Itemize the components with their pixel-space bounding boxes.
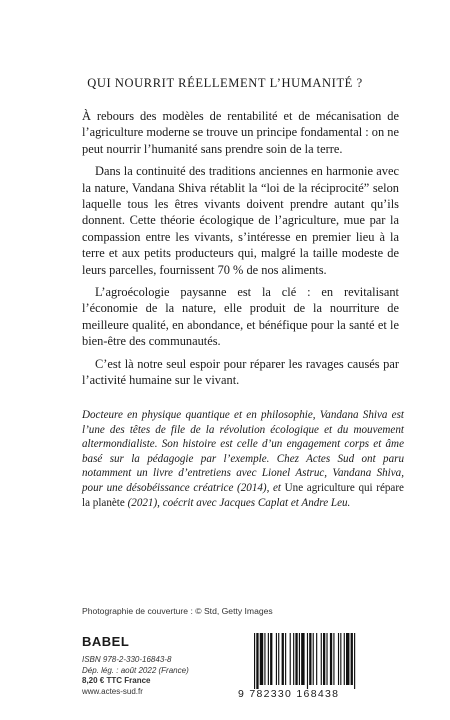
- paragraph: Dans la continuité des traditions anciennes en harmonie avec la nature, Vandana Shiva rétablit la “loi de la réciprocité” selon laquelle tous les êtres vivants doivent prendre autant qu’ils donnent. Cette théorie écologique de l’agriculture, mue par la compassion entre les vivants, s’intéresse en premier lieu à la terre et aux petits producteurs qui, malgré la taille modeste de leurs parcelles, fournissent 70 % de nos aliments.: [82, 164, 399, 277]
- paragraph: C’est là notre seul espoir pour réparer les ravages causés par l’activité humaine sur le vivant.: [82, 356, 399, 388]
- barcode-bar: [351, 633, 353, 685]
- bio-text: (2014), et: [233, 481, 285, 494]
- isbn: ISBN 978-2-330-16843-8: [82, 655, 172, 664]
- barcode-bar: [344, 633, 345, 685]
- barcode-bar: [282, 633, 284, 685]
- price: 8,20 € TTC France: [82, 676, 151, 686]
- paragraph: À rebours des modèles de rentabilité et de mécanisation de l’agriculture moderne se trouve un principe fondamental : on ne peut nourrir l’humanité sans prendre soin de la terre.: [82, 109, 399, 156]
- barcode-bar: [278, 633, 279, 685]
- barcode-bar: [340, 633, 341, 685]
- barcode-bar: [354, 633, 355, 689]
- barcode-bar: [276, 633, 277, 685]
- barcode-bar: [268, 633, 269, 685]
- barcode-bar: [285, 633, 286, 685]
- back-cover-text: [82, 108, 399, 395]
- paragraph: L’agroécologie paysanne est la clé : en revitalisant l’économie de la nature, elle produit de la nourriture de meilleure qualité, en abondance, et bénéfique pour la santé et le bien-être des communautés.: [82, 285, 399, 349]
- publisher-name: BABEL: [82, 634, 130, 649]
- bio-book-title: Une agriculture qui répare la planète: [82, 481, 404, 509]
- barcode-number: 9 782330 168438: [238, 688, 340, 700]
- bio-text: (2021), coécrit avec Jacques Caplat et Andre Leu.: [124, 496, 351, 509]
- bio-text: Docteure en physique quantique et en philosophie, Vandana Shiva est l’une des têtes de file de la révolution écologique et du mouvement altermondialiste. Son histoire est celle d’un engagement corps et âme basé sur la pédagogie par l’exemple. Chez Actes Sud ont paru notamment un livre d’entretiens avec Lionel Astruc, Vandana Shiva, pour une désobéissance créatrice: [82, 409, 404, 494]
- barcode-bar: [346, 633, 349, 685]
- barcode-bar: [323, 633, 325, 685]
- barcode-bar: [338, 633, 339, 685]
- page-title: QUI NOURRIT RÉELLEMENT L’HUMANITÉ ?: [87, 76, 363, 90]
- barcode-bar: [264, 633, 265, 685]
- barcode-bar: [293, 633, 294, 685]
- legal-deposit: Dép. lég. : août 2022 (France): [82, 665, 189, 675]
- barcode-bar: [313, 633, 314, 685]
- barcode-bar: [321, 633, 322, 685]
- barcode-bar: [309, 633, 311, 685]
- barcode-bar: [326, 633, 327, 685]
- website: www.actes-sud.fr: [82, 686, 143, 696]
- barcode-bar: [295, 633, 297, 685]
- barcode-bar: [301, 633, 304, 685]
- photo-credit: Photographie de couverture : © Std, Getty Images: [82, 606, 273, 616]
- barcode-bar: [260, 633, 263, 685]
- barcode-bar: [290, 633, 291, 685]
- barcode-bar: [330, 633, 332, 685]
- barcode-bar: [299, 633, 300, 685]
- barcode-bar: [307, 633, 308, 689]
- barcode-bar: [256, 633, 258, 689]
- barcode-bar: [316, 633, 317, 685]
- barcode-bar: [270, 633, 272, 685]
- author-bio: [82, 408, 404, 510]
- barcode-bar: [333, 633, 334, 685]
- barcode-bar: [254, 633, 255, 689]
- book-metadata: [82, 655, 189, 697]
